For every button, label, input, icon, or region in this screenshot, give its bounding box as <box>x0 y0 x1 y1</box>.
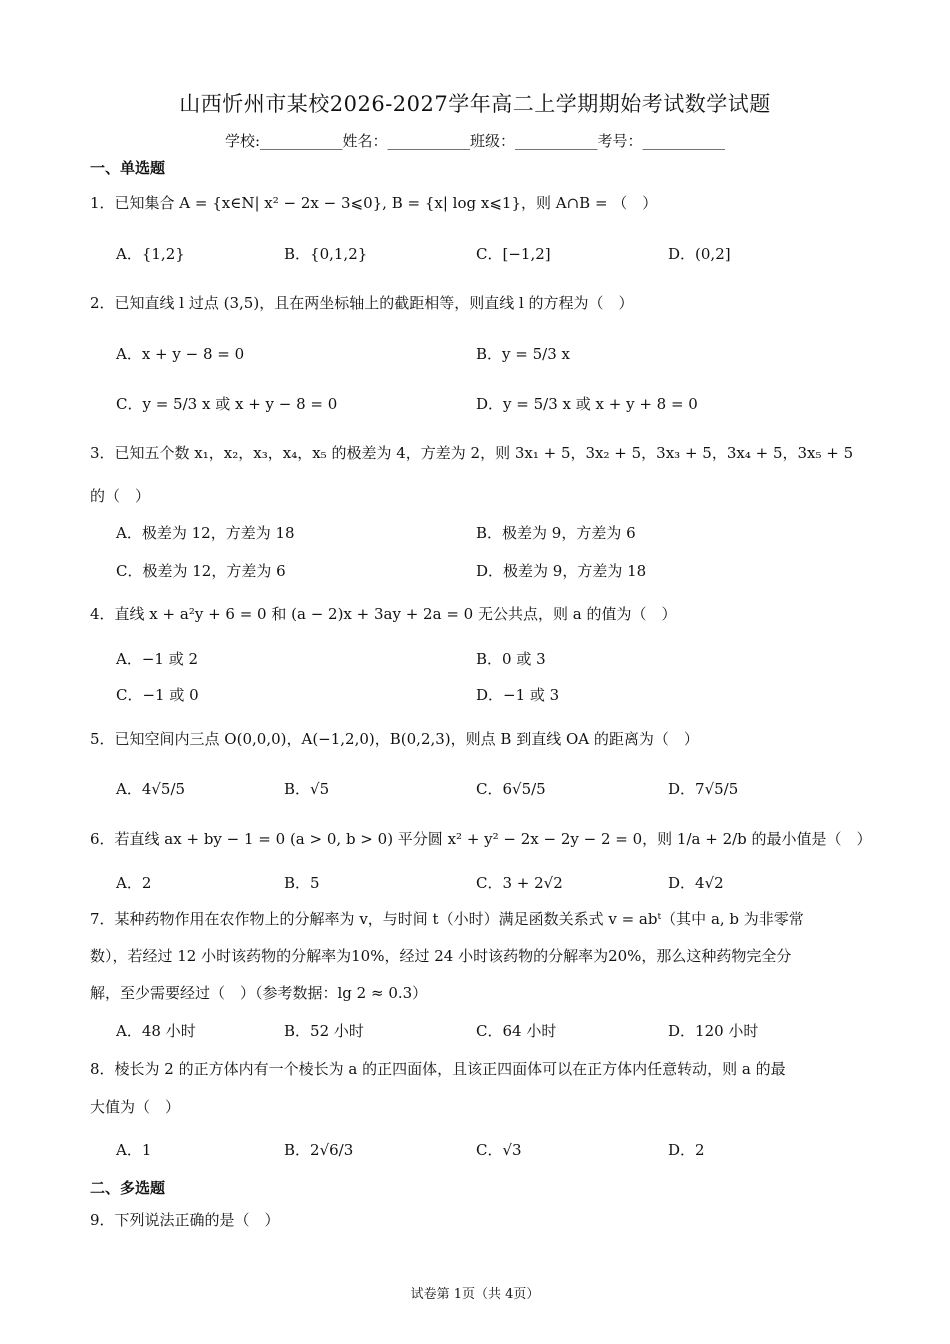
question-2-stem: 2．已知直线 l 过点 (3,5)，且在两坐标轴上的截距相等，则直线 l 的方程为（ ） <box>90 294 634 312</box>
section-single-choice: 一、单选题 <box>90 159 166 177</box>
question-7-stem: 7．某种药物作用在农作物上的分解率为 v，与时间 t（小时）满足函数关系式 v = abᵗ（其中 a, b 为非零常 <box>90 910 804 928</box>
question-8-option-d: D．2 <box>668 1141 705 1159</box>
exam-title: 山西忻州市某校2026-2027学年高二上学期期始考试数学试题 <box>179 92 771 116</box>
question-5-option-d: D．7√5/5 <box>668 780 739 798</box>
question-8-option-b: B．2√6/3 <box>284 1141 354 1159</box>
question-3-stem-continued: 的（ ） <box>90 487 151 505</box>
question-1-option-c: C．[−1,2] <box>476 245 551 263</box>
question-3-option-c: C．极差为 12，方差为 6 <box>116 562 286 580</box>
page-footer: 试卷第 1页（共 4页） <box>410 1287 540 1302</box>
question-3-option-a: A．极差为 12，方差为 18 <box>116 524 295 542</box>
question-1-option-d: D．(0,2] <box>668 245 731 263</box>
question-4-option-b: B．0 或 3 <box>476 650 546 668</box>
question-7-option-c: C．64 小时 <box>476 1022 557 1040</box>
question-8-option-c: C．√3 <box>476 1141 522 1159</box>
question-3-stem: 3．已知五个数 x₁，x₂，x₃，x₄，x₅ 的极差为 4，方差为 2，则 3x₁ + 5，3x₂ + 5，3x₃ + 5，3x₄ + 5，3x₅ + 5 <box>90 444 854 462</box>
question-7-option-b: B．52 小时 <box>284 1022 364 1040</box>
question-8-option-a: A．1 <box>116 1141 152 1159</box>
question-6-option-a: A．2 <box>116 874 152 892</box>
question-6-option-b: B．5 <box>284 874 320 892</box>
student-info-line: 学校:___________姓名：___________班级：___________考号：___________ <box>224 132 726 150</box>
question-6-option-c: C．3 + 2√2 <box>476 874 563 892</box>
question-4-option-d: D．−1 或 3 <box>476 686 560 704</box>
question-5-option-a: A．4√5/5 <box>116 780 186 798</box>
question-5-stem: 5．已知空间内三点 O(0,0,0)，A(−1,2,0)，B(0,2,3)，则点 B 到直线 OA 的距离为（ ） <box>90 730 699 748</box>
question-4-stem: 4．直线 x + a²y + 6 = 0 和 (a − 2)x + 3ay + 2a = 0 无公共点，则 a 的值为（ ） <box>90 605 677 623</box>
question-6-stem: 6．若直线 ax + by − 1 = 0 (a > 0, b > 0) 平分圆 x² + y² − 2x − 2y − 2 = 0，则 1/a + 2/b 的最小值是（ ） <box>90 830 872 848</box>
question-8-stem: 8．棱长为 2 的正方体内有一个棱长为 a 的正四面体，且该正四面体可以在正方体内任意转动，则 a 的最 <box>90 1060 786 1078</box>
question-2-option-c: C．y = 5/3 x 或 x + y − 8 = 0 <box>116 395 338 413</box>
question-2-option-d: D．y = 5/3 x 或 x + y + 8 = 0 <box>476 395 698 413</box>
question-5-option-c: C．6√5/5 <box>476 780 546 798</box>
question-1-option-a: A．{1,2} <box>116 245 185 263</box>
question-6-option-d: D．4√2 <box>668 874 724 892</box>
question-9-stem: 9．下列说法正确的是（ ） <box>90 1211 280 1229</box>
question-7-stem-line3: 解，至少需要经过（ ）（参考数据：lg 2 ≈ 0.3） <box>90 984 428 1002</box>
question-3-option-d: D．极差为 9，方差为 18 <box>476 562 647 580</box>
question-7-option-a: A．48 小时 <box>116 1022 196 1040</box>
question-4-option-a: A．−1 或 2 <box>116 650 199 668</box>
question-2-option-a: A．x + y − 8 = 0 <box>116 345 245 363</box>
question-1-stem: 1．已知集合 A = {x∈N| x² − 2x − 3⩽0}, B = {x| log x⩽1}，则 A∩B = （ ） <box>90 194 658 212</box>
question-8-stem-line2: 大值为（ ） <box>90 1098 181 1116</box>
question-1-option-b: B．{0,1,2} <box>284 245 368 263</box>
question-4-option-c: C．−1 或 0 <box>116 686 199 704</box>
section-multiple-choice: 二、多选题 <box>90 1179 166 1197</box>
question-2-option-b: B．y = 5/3 x <box>476 345 570 363</box>
question-7-option-d: D．120 小时 <box>668 1022 759 1040</box>
question-7-stem-line2: 数），若经过 12 小时该药物的分解率为10%，经过 24 小时该药物的分解率为20%，那么这种药物完全分 <box>90 947 792 965</box>
question-5-option-b: B．√5 <box>284 780 330 798</box>
question-3-option-b: B．极差为 9，方差为 6 <box>476 524 636 542</box>
